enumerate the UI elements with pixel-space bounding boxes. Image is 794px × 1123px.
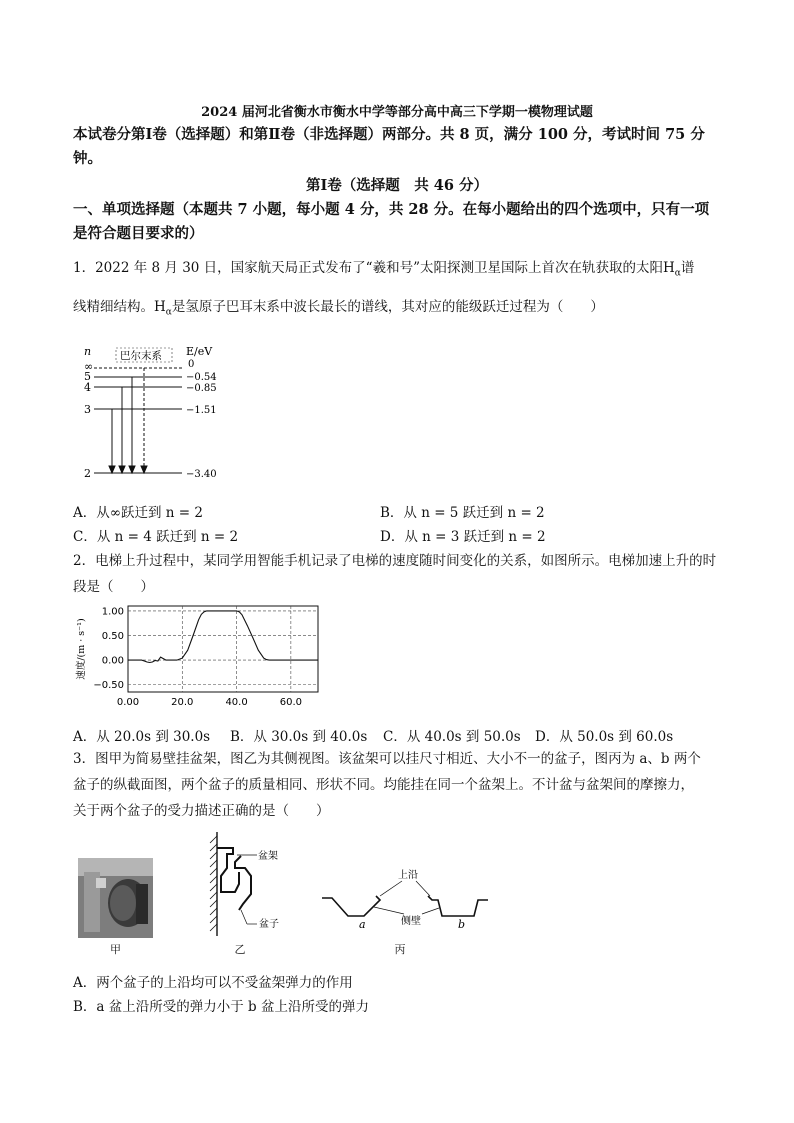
level-energy: 0 [188,359,195,370]
arrowhead [119,466,125,473]
q1-text-2-end: 是氢原子巴耳末系中波长最长的谱线，其对应的能级跃迁过程为（ ） [171,299,604,315]
level-energy: −0.54 [186,372,217,383]
basin-a-label: a [359,918,366,931]
photo-basin-edge [136,884,148,924]
question-3-line-1: 3．图甲为简易壁挂盆架，图乙为其侧视图。该盆架可以挂尺寸相近、大小不一的盆子，图丙为 a、b 两个 [73,751,701,767]
question-1-line-1 [73,255,723,287]
plot-frame [128,606,318,692]
level-energy: −0.85 [186,383,217,394]
q2-option-b: B．从 30.0s 到 40.0s [230,729,368,745]
transition-arrows [109,368,147,473]
level-3 [84,403,217,416]
x-tick-label: 40.0 [225,697,248,708]
question-3-line-2: 盆子的纵截面图，两个盆子的质量相同、形状不同。均能挂在同一个盆架上。不计盆与盆架间的摩擦力， [73,777,694,793]
x-tick-label: 0.00 [116,697,140,708]
y-tick-label: 0.50 [101,630,124,642]
basin-b-section [428,896,488,916]
y-tick-label: 1.00 [101,606,124,618]
q2-option-c: C．从 40.0s 到 50.0s [383,729,521,745]
q2-option-a: A．从 20.0s 到 30.0s [73,729,211,745]
rim-pointer-a [380,881,402,896]
fig-label-jia: 甲 [110,943,121,956]
wall-hatching [210,836,217,931]
basin-label: 盆子 [259,919,279,930]
question-1-line-2 [73,294,723,326]
q1-text-2: 线精细结构。H [73,299,166,315]
photo-basin-inner [110,885,136,921]
rim-pointer-b [416,881,430,896]
basin-rack-photo [78,858,153,938]
q1-text-end: 谱 [680,260,695,276]
y-tick-label: 0.00 [101,655,124,667]
rack-profile [217,848,239,892]
q1-option-d: D．从 n = 3 跃迁到 n = 2 [380,529,546,545]
photo-rack-clip [96,878,106,888]
x-tick-label: 20.0 [171,697,194,708]
h-alpha-subscript: α [674,268,681,279]
level-4 [84,381,217,394]
rim-label: 上沿 [398,870,418,881]
basin-profile [235,856,251,910]
arrowhead [129,466,135,473]
question-3-line-3: 关于两个盆子的受力描述正确的是（ ） [73,803,330,819]
level-energy: −1.51 [186,405,217,416]
y-tick-label: −0.50 [93,680,124,692]
q1-text: 1．2022 年 8 月 30 日，国家航天局正式发布了“羲和号”太阳探测卫星国际上首次在轨获取的太阳H [73,260,675,276]
exam-title: 2024 届河北省衡水市衡水中学等部分高中高三下学期一模物理试题 [201,105,593,120]
exam-intro: 本试卷分第Ⅰ卷（选择题）和第Ⅱ卷（非选择题）两部分。共 8 页，满分 100 分，考试时间 75 分钟。 [73,126,705,167]
side-pointer-a [374,907,404,914]
level-5 [84,370,217,383]
velocity-series-line [128,611,318,663]
q3-option-a: A．两个盆子的上沿均可以不受盆架弹力的作用 [73,975,353,991]
q3-option-b: B．a 盆上沿所受的弹力小于 b 盆上沿所受的弹力 [73,999,369,1015]
y-axis-label: 速度/(m · s⁻¹) [76,618,87,680]
velocity-time-chart [70,600,325,718]
q1-option-a: A．从∞跃迁到 n = 2 [73,505,203,521]
level-n: ∞ [84,360,94,373]
h-alpha-subscript: α [165,307,172,318]
basin-b-label: b [458,918,466,931]
side-wall-label: 侧壁 [401,916,421,927]
level-2 [84,467,217,480]
q1-option-b: B．从 n = 5 跃迁到 n = 2 [380,505,545,521]
part-one-title: 第Ⅰ卷（选择题 共 46 分） [305,177,489,194]
basin-cross-sections [318,862,498,937]
level-n: 2 [84,467,91,480]
n-axis-label: n [84,345,92,358]
side-pointer-b [422,908,439,914]
level-energy: −3.40 [186,469,217,480]
level-n: 3 [84,403,91,416]
fig-label-yi: 乙 [234,943,246,956]
section-one-title: 一、单项选择题（本题共 7 小题，每小题 4 分，共 28 分。在每小题给出的四个选项中，只有一项是符合题目要求的） [73,201,710,242]
arrowhead [141,466,147,473]
basin-a-section [322,896,380,916]
fig-label-bing: 丙 [394,943,406,956]
q1-option-c: C．从 n = 4 跃迁到 n = 2 [73,529,239,545]
energy-level-diagram [80,340,240,490]
x-tick-label: 60.0 [279,697,302,708]
rack-label: 盆架 [258,851,278,862]
balmer-series-label: 巴尔末系 [120,350,162,362]
energy-axis-label: E/eV [186,345,213,358]
question-2-stem: 2．电梯上升过程中，某同学用智能手机记录了电梯的速度随时间变化的关系，如图所示。电梯加速上升的时段是（ ） [73,553,717,595]
q2-option-d: D．从 50.0s 到 60.0s [535,729,674,745]
level-n: 5 [84,370,91,383]
basin-pointer-diag [241,910,247,924]
level-n: 4 [84,381,91,394]
rack-side-view [205,832,295,942]
arrowhead [109,466,115,473]
